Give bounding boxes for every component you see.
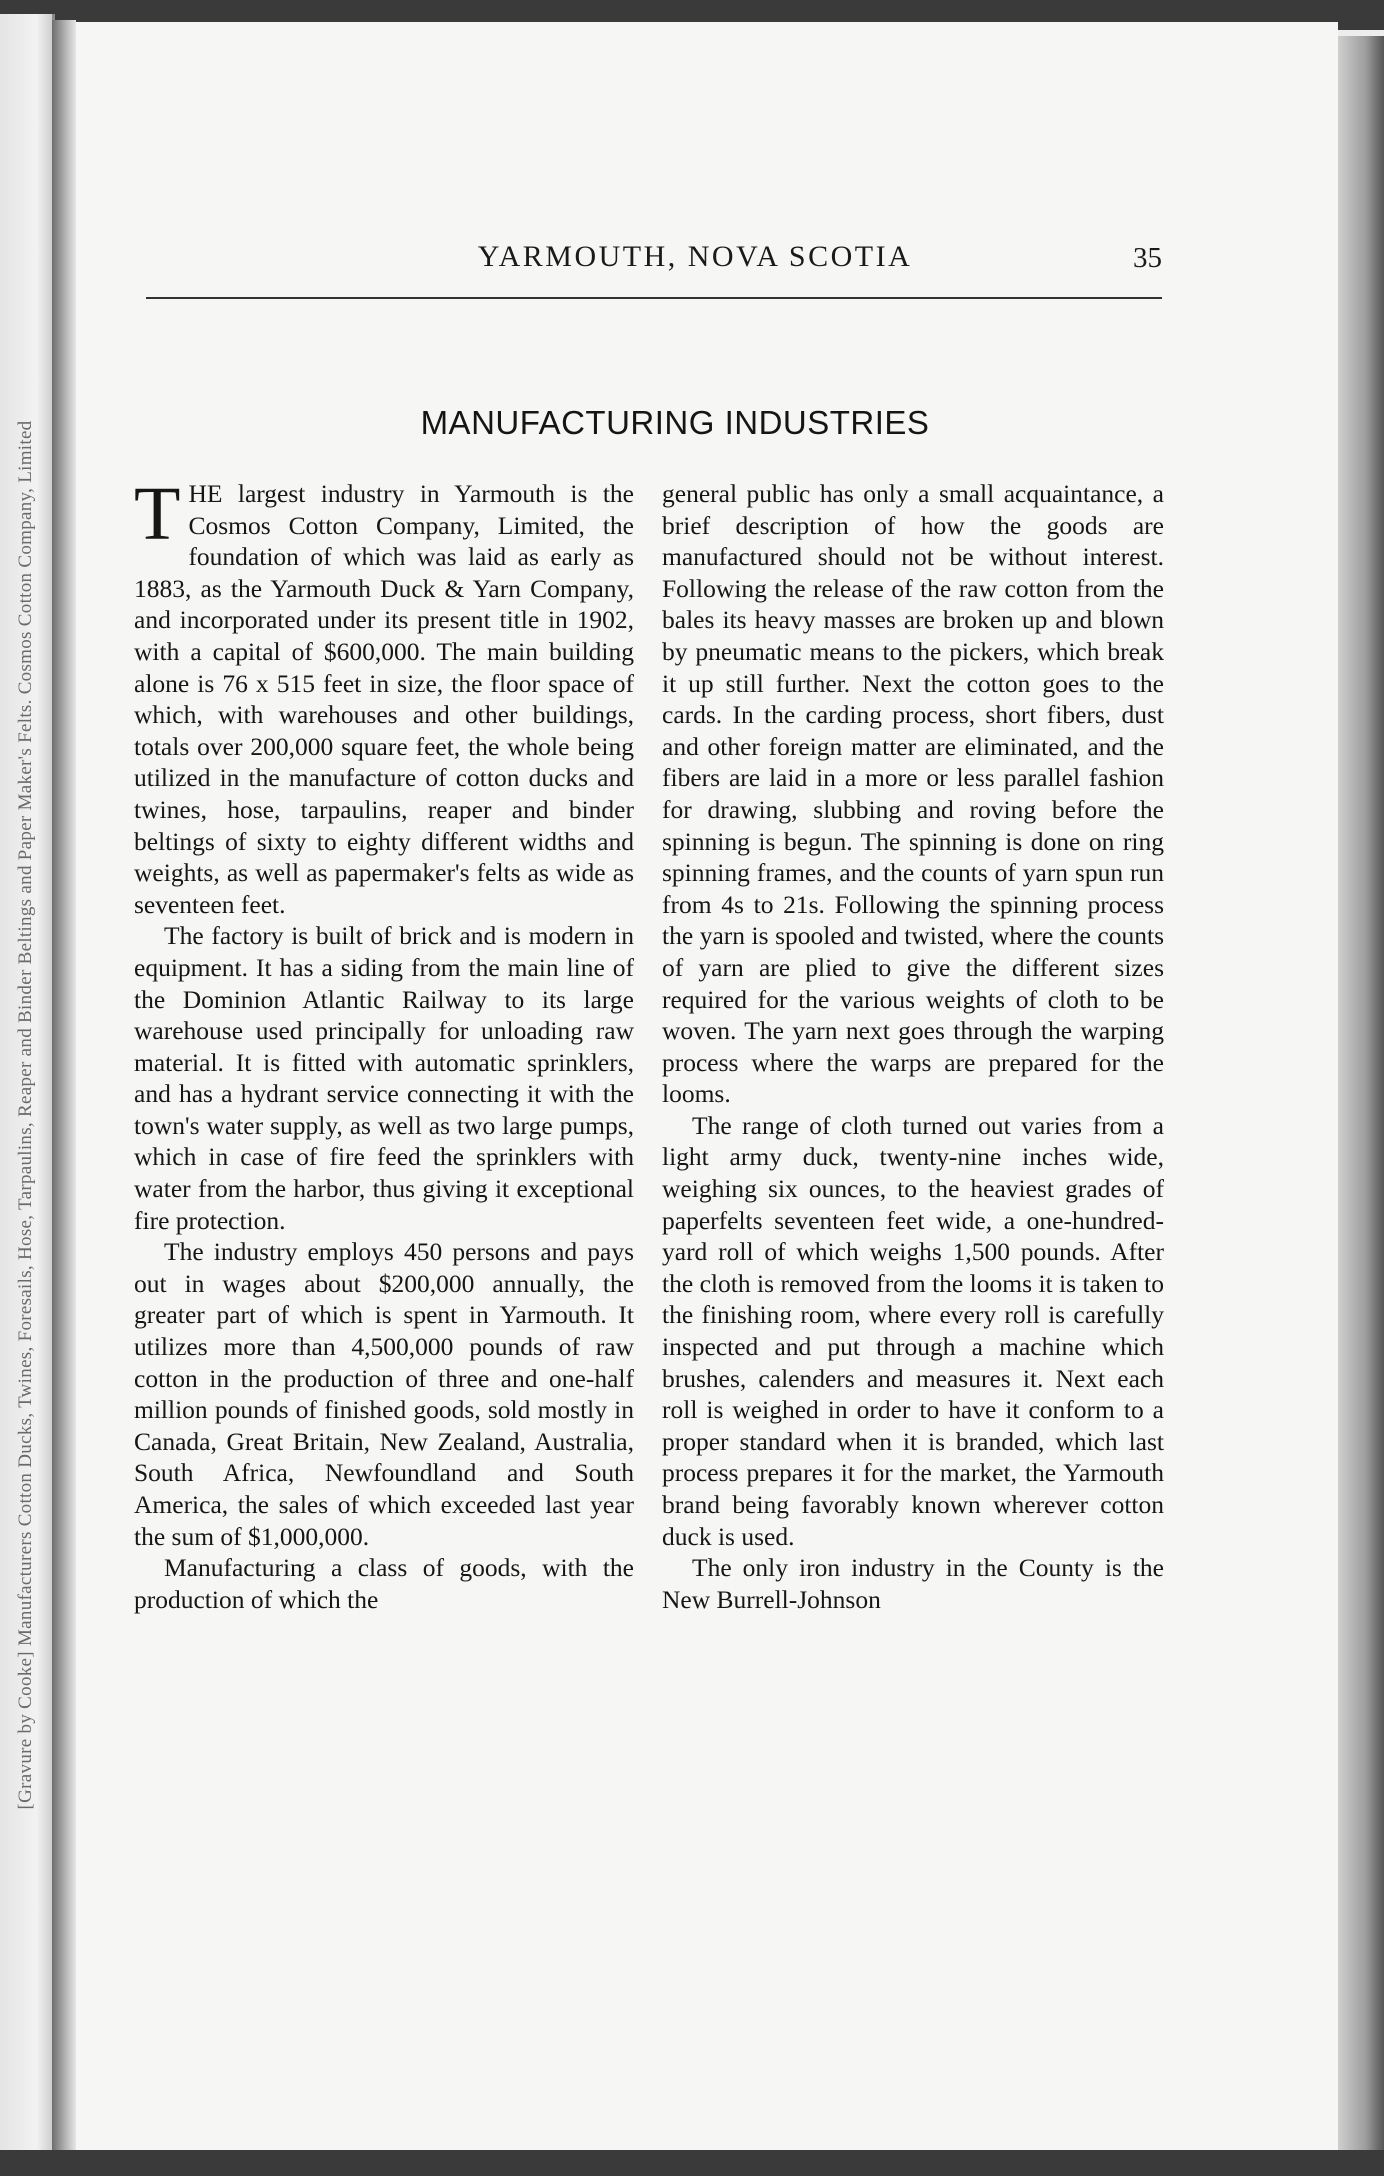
paragraph: general public has only a small acquaintance, a brief description of how the goods are manufactured should not be without interest. Following the release of the raw cotton from the bales its heavy masses are broken up and blown by pneumatic means to the pickers, which break it up still further. Next the cotton goes to the cards. In the carding process, short fibers, dust and other foreign matter are eliminated, and the fibers are laid in a more or less parallel fashion for drawing, slubbing and roving before the spinning is begun. The spinning is done on ring spinning frames, and the counts of yarn spun run from 4s to 21s. Following the spinning process the yarn is spooled and twisted, where the counts of yarn are plied to give the different sizes required for the various weights of cloth to be woven. The yarn next goes through the warping process where the warps are prepared for the looms. (662, 479, 1164, 1109)
drop-cap: T (134, 472, 181, 556)
paragraph (134, 472, 634, 920)
facing-page-edge (0, 14, 55, 2176)
paragraph: The range of cloth turned out varies from a light army duck, twenty-nine inches wide, weighing six ounces, to the heaviest grades of paperfelts seventeen feet wide, a one-hundred-yard roll of which weighs 1,500 pounds. After the cloth is removed from the looms it is taken to the finishing room, where every roll is carefully inspected and put through a machine which brushes, calenders and measures it. Next each roll is weighed in order to have it conform to a proper standard when it is branded, which last process prepares it for the market, the Yarmouth brand being favorably known wherever cotton duck is used. (662, 1110, 1164, 1551)
paragraph: The only iron industry in the County is the New Burrell-Johnson (662, 1553, 1164, 1614)
book-binding-gutter (52, 20, 76, 2176)
paragraph: Manufacturing a class of goods, with the production of which the (134, 1553, 634, 1614)
text-column-left (134, 472, 634, 1615)
page-stack-edge (1338, 36, 1384, 2176)
paragraph-text: HE largest industry in Yarmouth is the Cosmos Cotton Company, Limited, the foundation of which was laid as early as 1883, as the Yarmouth Duck & Yarn Company, and incorporated under its present title in 1902, with a capital of $600,000. The main building alone is 76 x 515 feet in size, the floor space of which, with warehouses and other buildings, totals over 200,000 square feet, the whole being utilized in the manufacture of cotton ducks and twines, hose, tarpaulins, reaper and binder beltings of sixty to eighty different widths and weights, as well as papermaker's felts as wide as seventeen feet. (134, 479, 634, 919)
header-rule (146, 297, 1162, 299)
running-title: YARMOUTH, NOVA SCOTIA (477, 240, 913, 273)
facing-page-caption: [Gravure by Cooke] Manufacturers Cotton Ducks, Twines, Foresails, Hose, Tarpaulins, Reaper and Binder Beltings and Paper Maker's Felts. Cosmos Cotton Company, Limited (15, 420, 36, 1810)
paragraph: The factory is built of brick and is modern in equipment. It has a siding from the main line of the Dominion Atlantic Railway to its large warehouse used principally for unloading raw material. It is fitted with automatic sprinklers, and has a hydrant service connecting it with the town's water supply, as well as two large pumps, which in case of fire feed the sprinklers with water from the harbor, thus giving it exceptional fire protection. (134, 921, 634, 1235)
paragraph: The industry employs 450 persons and pays out in wages about $200,000 annually, the greater part of which is spent in Yarmouth. It utilizes more than 4,500,000 pounds of raw cotton in the production of three and one-half million pounds of finished goods, sold mostly in Canada, Great Britain, New Zealand, Australia, South Africa, Newfoundland and South America, the sales of which exceeded last year the sum of $1,000,000. (134, 1237, 634, 1551)
page-number: 35 (1133, 242, 1162, 274)
scan-bottom-border (0, 2150, 1384, 2176)
article-title: MANUFACTURING INDUSTRIES (420, 404, 930, 441)
running-header (148, 240, 1162, 280)
text-column-right (662, 478, 1164, 1615)
